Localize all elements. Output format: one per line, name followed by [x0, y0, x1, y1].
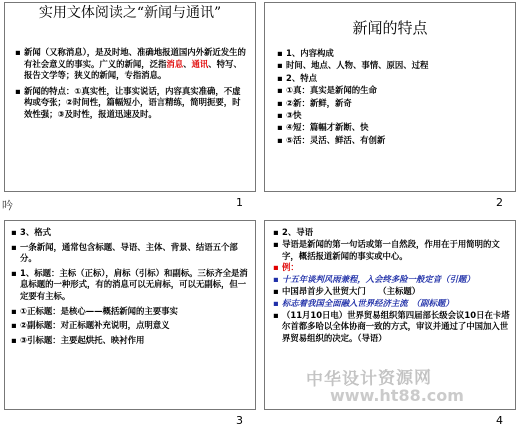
bullet-icon: ▪ [273, 238, 279, 249]
list-item: ▪ 3、格式 [11, 227, 51, 237]
slide-1[interactable] [4, 2, 256, 192]
list-item: ▪ ③引标题：主要起烘托、映衬作用 [11, 334, 145, 345]
list-item: ▪ （11月10日电）世界贸易组织第四届部长级会议10日在卡塔尔首都多哈以全体协商一致的方式，审议并通过了中国加入世界贸易组织的决定。（导语） [273, 309, 510, 344]
bullet-icon: ▪ [277, 60, 283, 71]
bullet-icon: ▪ [277, 134, 283, 145]
list-item: ▪ 新闻的特点：①真实性，让事实说话，内容真实准确，不虚构或夸张；②时间性，篇幅短小，语言精练，简明扼要，时效性强；③及时性，报道迅速及时。 [15, 85, 241, 119]
list-item: ▪ ④短：篇幅才新断、快 [277, 122, 369, 133]
bullet-icon: ▪ [15, 47, 21, 57]
list-item: ▪ ①正标题：是核心——概括新闻的主要事实 [11, 305, 178, 316]
bullet-icon: ▪ [277, 97, 283, 108]
list-item: ▪ 中国昂首步入世贸大门 （主标题） [273, 285, 421, 296]
bullet-icon: ▪ [273, 309, 279, 320]
bullet-icon: ▪ [277, 85, 283, 96]
bullet-icon: ▪ [15, 85, 21, 96]
list-item: ▪ 一条新闻，通常包含标题、导语、主体、背景、结语五个部分。 [11, 241, 238, 264]
bullet-icon: ▪ [273, 297, 279, 308]
list-item: ▪ 标志着我国全面融入世界经济主流 （副标题） [273, 297, 454, 308]
bullet-icon: ▪ [273, 274, 279, 285]
slide-2-title: 新闻的特点 [352, 19, 428, 37]
slide-number: 1 [236, 196, 243, 209]
slide-number: 4 [496, 414, 503, 427]
list-item: ▪ 1、内容构成 [277, 48, 334, 58]
bullet-icon: ▪ [11, 305, 17, 316]
slide-2[interactable] [264, 2, 516, 192]
watermark: 中华设计资源网 [305, 367, 433, 391]
bullet-icon: ▪ [11, 241, 17, 252]
slide-1-title: 实用文体阅读之“新闻与通讯” [38, 5, 222, 21]
list-item: ▪ ②副标题：对正标题补充说明，点明意义 [11, 320, 170, 331]
list-item: ▪ 1、标题：主标（正标），肩标（引标）和副标。三标齐全是消息标题的一种形式，有的消息可以无肩标，可以无副标，但一定要有主标。 [11, 267, 248, 301]
list-item: ▪ 新闻（又称消息），是及时地、准确地报道国内外新近发生的有社会意义的事实。广义的新闻，泛指消息、通讯、特写、报告文学等；狭义的新闻，专指消息。 [15, 47, 246, 81]
bullet-icon: ▪ [273, 285, 279, 296]
bullet-icon: ▪ [277, 72, 283, 83]
bullet-icon: ▪ [11, 267, 17, 278]
slide-4-body [273, 227, 513, 345]
bullet-icon: ▪ [273, 227, 279, 237]
bullet-icon: ▪ [11, 334, 17, 345]
slide-2-body [277, 47, 507, 146]
list-item: ▪ 导语是新闻的第一句话或第一自然段，作用在于用简明的文字，概括报道新闻的事实或中心。 [273, 238, 500, 261]
bullet-icon: ▪ [277, 110, 283, 121]
bullet-icon: ▪ [11, 320, 17, 331]
list-item: ▪ 例： [273, 262, 299, 273]
slide-number: 2 [496, 196, 503, 209]
highlight-text: 消息 [166, 58, 184, 69]
bullet-icon: ▪ [273, 262, 279, 273]
slide-3[interactable] [4, 220, 256, 410]
list-item: ▪ 2、特点 [277, 72, 317, 83]
slide-number: 3 [236, 414, 243, 427]
list-item: ▪ ③快 [277, 110, 302, 121]
list-item: ▪ ⑤活：灵活、鲜活、有创新 [277, 134, 386, 145]
highlight-text: 通讯 [191, 58, 209, 69]
list-item: ▪ 2、导语 [273, 227, 313, 237]
bullet-icon: ▪ [277, 48, 283, 58]
bullet-icon: ▪ [277, 122, 283, 133]
watermark-url: www.ht88.com [330, 386, 464, 405]
list-item: ▪ ①真：真实是新闻的生命 [277, 85, 377, 96]
list-item: ▪ 十五年谈判风雨兼程，入会终多险一般定音（引题） [273, 274, 475, 285]
list-item: ▪ 时间、地点、人物、事情、原因、过程 [277, 60, 429, 71]
list-item: ▪ ②新：新鲜，新奇 [277, 97, 352, 108]
bullet-icon: ▪ [11, 227, 17, 237]
slide-1-body [15, 47, 247, 121]
stray-text: 吟 [2, 199, 13, 212]
slide-3-body [11, 227, 251, 346]
